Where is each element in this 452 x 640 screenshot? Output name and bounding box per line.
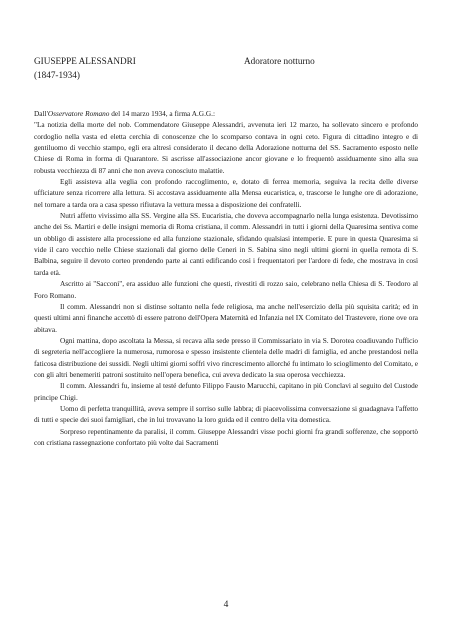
newspaper-title: Osservatore Romano	[47, 109, 110, 118]
paragraph: Il comm. Alessandri fu, insieme al testé defunto Filippo Fausto Marucchi, capitano in più Conclavi al seguito del Custode principe Chigi.	[34, 381, 418, 402]
paragraph: "La notizia della morte del nob. Commendatore Giuseppe Alessandri, avvenuta ieri 12 marzo, ha sollevato sincero e profondo cordoglio nella vasta ed eletta cerchia di conoscenze che lo scomparso contava in ogni ceto. Figura di cittadino integro e di gentiluomo di vecchio stampo, egli era altresì considerato il decano della Adorazione notturna del SS. Sacramento esposto nelle Chiese di Roma in forma di Quarantore. Si ascrisse all'associazione ancor giovane e lo frequentò assiduamente sino alla sua robusta vecchiezza di 87 anni che non aveva conosciuto malattie.	[34, 120, 418, 175]
article-body	[34, 108, 418, 448]
paragraph: Il comm. Alessandri non si distinse soltanto nella fede religiosa, ma anche nell'esercizio della più squisita carità; ed in questi ultimi anni finanche accettò di essere patrono dell'Opera Maternità ed Infanzia nel IX Comitato del Trastevere, rione ove ora abitava.	[34, 301, 418, 334]
person-name: GIUSEPPE ALESSANDRI	[34, 56, 136, 66]
paragraph: Sorpreso repentinamente da paralisi, il comm. Giuseppe Alessandri visse pochi giorni fra grandi sofferenze, che sopportò con cristiana rassegnazione confortato più volte dai Sacramenti	[34, 426, 418, 447]
paragraph: Ascritto ai "Sacconi", era assiduo alle funzioni che questi, rivestiti di rozzo saio, celebrano nella Chiesa di S. Teodoro al Foro Romano.	[34, 279, 418, 300]
life-dates: (1847-1934)	[34, 70, 80, 80]
paragraph: Ogni mattina, dopo ascoltata la Messa, si recava alla sede presso il Commissariato in via S. Dorotea coadiuvando l'ufficio di segreteria nell'accogliere la numerosa, rumorosa e spesso insistente clientela delle madri di famiglia, ed anche prestandosi nella faticosa distribuzione dei sussidi. Negli ultimi giorni soffrì vivo rincrescimento allorché fu intimato lo scioglimento del Comitato, e con gli altri benemeriti patroni sostituito nell'opera benefica, cui aveva dedicato la sua operosa vecchiezza.	[34, 335, 418, 379]
paragraph: Nutrì affetto vivissimo alla SS. Vergine alla SS. Eucaristia, che doveva accompagnarlo nella lunga esistenza. Devotissimo anche dei Ss. Martiri e delle insigni memoria di Roma cristiana, il comm. Alessandri in tutti i giorni della Quaresima sentiva come un obbligo di assistere alla processione ed alla funzione stazionale, sfidando qualsiasi intemperie. E pure in questa Quaresima si vide il caro vecchio nelle Chiese stazionali dal giorno delle Ceneri in S. Sabina sino negli ultimi giorni in quella remota di S. Balbina, seguire il devoto corteo prendendo parte ai canti edificando così i frequentatori per l'ardore di fede, che mostrava in così tarda età.	[34, 211, 418, 277]
page-number: 4	[223, 600, 229, 610]
paragraph: Egli assisteva alla veglia con profondo raccoglimento, e, dotato di ferrea memoria, seguiva la recita delle diverse ufficiature senza ricorrere alla lettura. Si accostava assiduamente alla Mensa eucaristica, e, trascorse le lunghe ore di adorazione, nel tornare a tarda ora a casa spesso rifiutava la vettura messa a disposizione dei confratelli.	[34, 177, 418, 209]
source-line: Dall'Osservatore Romano del 14 marzo 1934, a firma A.G.G.:	[34, 109, 216, 118]
paragraph: Uomo di perfetta tranquillità, aveva sempre il sorriso sulle labbra; di piacevolissima conversazione si guadagnava l'affetto di tutti e specie dei suoi famigliari, che in lui trovavano la loro guida ed il centro della vita domestica.	[34, 403, 418, 425]
person-role: Adoratore notturno	[244, 56, 315, 66]
